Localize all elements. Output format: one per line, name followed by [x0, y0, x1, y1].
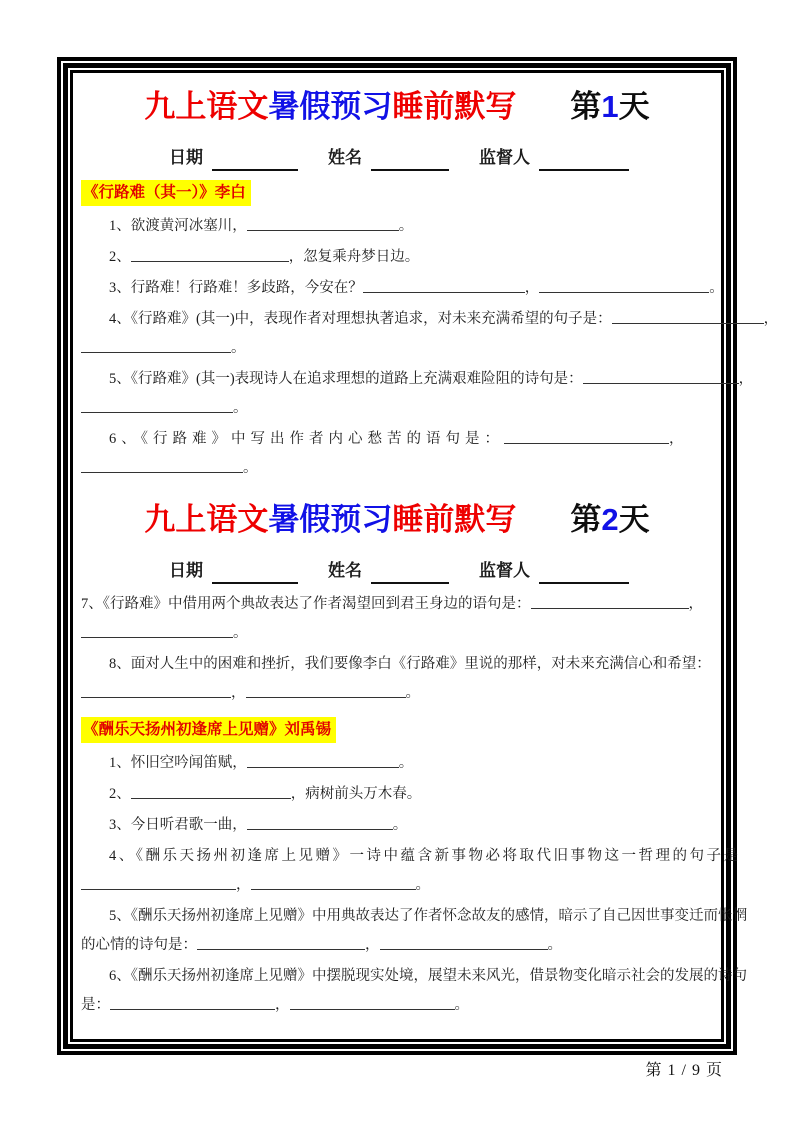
- question-text: 5、《酬乐天扬州初逢席上见赠》中用典故表达了作者怀念故友的感情，暗示了自己因世事变迁而怅惘: [109, 908, 747, 924]
- question-text: 5、《行路难》(其一)表现诗人在追求理想的道路上充满艰难险阻的诗句是：: [109, 371, 583, 387]
- answer-blank-line: [81, 338, 231, 353]
- meta-label: 监督人: [479, 148, 530, 167]
- meta-row: [81, 558, 713, 584]
- question: [81, 780, 713, 809]
- meta-field-姓名: [328, 145, 449, 171]
- question-text: ，: [763, 311, 779, 327]
- worksheet-title: [81, 86, 713, 128]
- answer-blank-line: [247, 753, 399, 768]
- question-line: [81, 991, 713, 1020]
- question: [81, 305, 779, 363]
- answer-blank-line: [290, 995, 455, 1010]
- answer-blank-line: [81, 683, 231, 698]
- question-line: [81, 212, 713, 241]
- question-text: 的心情的诗句是：: [81, 937, 197, 953]
- page-border-frame-inner: [70, 70, 779, 1042]
- question-text: 。: [709, 280, 724, 296]
- answer-blank-line: [131, 247, 289, 262]
- question-text: ，: [524, 280, 540, 296]
- worksheet-title: [81, 499, 713, 541]
- question-text: 1、欲渡黄河冰塞川，: [109, 218, 247, 234]
- poem-header-row: [81, 180, 713, 206]
- day-suffix: 天: [618, 89, 650, 124]
- day-number-label: [570, 499, 649, 541]
- question: [81, 425, 713, 483]
- meta-fill-in-line: [539, 562, 629, 584]
- meta-field-监督人: [479, 145, 629, 171]
- answer-blank-line: [110, 995, 275, 1010]
- meta-label: 日期: [169, 561, 203, 580]
- answer-blank-line: [197, 935, 365, 950]
- question-line: [81, 962, 747, 991]
- meta-label: 姓名: [328, 561, 362, 580]
- question-text: ，: [669, 431, 689, 447]
- poem-header-row: [81, 717, 713, 743]
- question-text: ，忽复乘舟梦日边。: [288, 249, 420, 265]
- question: [81, 212, 713, 241]
- question-text: 7、《行路难》中借用两个典故表达了作者渴望回到君王身边的语句是：: [81, 596, 531, 612]
- question-text: ，病树前头万木春。: [290, 786, 422, 802]
- page-border-frame: [57, 57, 779, 1055]
- answer-blank-line: [247, 815, 393, 830]
- question-line: [81, 590, 713, 619]
- answer-blank-line: [81, 623, 233, 638]
- question: [81, 962, 747, 1020]
- meta-label: 日期: [169, 148, 203, 167]
- question-line: [81, 334, 713, 363]
- title-segment: 九上语文: [144, 502, 269, 537]
- question-text: 。: [233, 625, 248, 641]
- meta-field-日期: [169, 558, 298, 584]
- answer-blank-line: [247, 216, 399, 231]
- title-segment: 暑假预习: [268, 89, 393, 124]
- meta-fill-in-line: [371, 149, 449, 171]
- question-line: [81, 305, 779, 334]
- answer-blank-line: [380, 935, 548, 950]
- day-number-label: [570, 86, 649, 128]
- question-text: 。: [231, 340, 246, 356]
- day-number: 1: [601, 89, 619, 124]
- question-line: [81, 619, 713, 648]
- meta-fill-in-line: [212, 562, 298, 584]
- answer-blank-line: [363, 278, 525, 293]
- question-text: 2、: [109, 786, 131, 802]
- question: [81, 842, 741, 900]
- question-line: [81, 902, 747, 931]
- question-text: 。: [398, 755, 414, 771]
- poem-title-highlight: 《酬乐天扬州初逢席上见赠》刘禹锡: [81, 717, 336, 743]
- question-text: 是：: [81, 997, 110, 1013]
- question-text: ，: [275, 997, 290, 1013]
- question-text: 。: [392, 817, 408, 833]
- meta-field-监督人: [479, 558, 629, 584]
- question-text: ，: [738, 371, 754, 387]
- question: [81, 749, 713, 778]
- day-prefix: 第: [570, 89, 602, 124]
- question-text: 。: [233, 400, 248, 416]
- worksheet-title-text: [144, 499, 516, 541]
- question-text: ，: [236, 877, 251, 893]
- poem-title-highlight: 《行路难（其一）》李白: [81, 180, 251, 206]
- day-prefix: 第: [570, 502, 602, 537]
- answer-blank-line: [81, 875, 236, 890]
- day-section-2: [81, 499, 747, 1020]
- title-segment: 九上语文: [144, 89, 269, 124]
- question-text: 8、面对人生中的困难和挫折，我们要像李白《行路难》里说的那样，对未来充满信心和希望：: [109, 656, 711, 672]
- question-line: [81, 454, 713, 483]
- question-line: [81, 365, 754, 394]
- question: [81, 243, 713, 272]
- page-number: 第 1 / 9 页: [645, 1062, 723, 1079]
- question: [81, 365, 754, 423]
- answer-blank-line: [583, 369, 739, 384]
- question-line: [81, 780, 713, 809]
- question-text: 1、怀旧空吟闻笛赋，: [109, 755, 247, 771]
- day-suffix: 天: [618, 502, 650, 537]
- question-line: [81, 811, 713, 840]
- title-segment: 睡前默写: [392, 502, 517, 537]
- question: [81, 902, 747, 960]
- answer-blank-line: [539, 278, 709, 293]
- answer-blank-line: [246, 683, 406, 698]
- answer-blank-line: [131, 784, 291, 799]
- question: [81, 274, 724, 303]
- question-line: [81, 871, 713, 900]
- answer-blank-line: [504, 429, 669, 444]
- question-line: [81, 931, 713, 960]
- question-text: 。: [547, 937, 562, 953]
- question-line: [81, 650, 713, 679]
- question-text: ，: [688, 596, 703, 612]
- answer-blank-line: [531, 594, 689, 609]
- question-text: 。: [415, 877, 430, 893]
- question-line: [81, 749, 713, 778]
- question-text: 3、行路难！行路难！多歧路，今安在？: [109, 280, 363, 296]
- meta-fill-in-line: [371, 562, 449, 584]
- worksheet-content: [81, 86, 779, 1020]
- question-text: 。: [243, 460, 258, 476]
- question-text: 4、《酬乐天扬州初逢席上见赠》一诗中蕴含新事物必将取代旧事物这一哲理的句子是: [109, 848, 741, 864]
- meta-fill-in-line: [212, 149, 298, 171]
- meta-field-姓名: [328, 558, 449, 584]
- question: [81, 590, 713, 648]
- meta-fill-in-line: [539, 149, 629, 171]
- meta-row: [81, 145, 713, 171]
- question-text: 。: [405, 685, 420, 701]
- page-border-frame-middle: [63, 63, 779, 1049]
- question-text: 。: [454, 997, 469, 1013]
- worksheet-title-text: [144, 86, 516, 128]
- question-line: [81, 243, 713, 272]
- day-number: 2: [601, 502, 619, 537]
- question-text: 6、《行路难》中写出作者内心愁苦的语句是：: [109, 431, 504, 447]
- question-line: [81, 679, 713, 708]
- answer-blank-line: [81, 458, 243, 473]
- meta-label: 监督人: [479, 561, 530, 580]
- answer-blank-line: [612, 309, 764, 324]
- question-text: 4、《行路难》(其一)中，表现作者对理想执著追求，对未来充满希望的句子是：: [109, 311, 612, 327]
- question: [81, 811, 713, 840]
- answer-blank-line: [251, 875, 416, 890]
- day-section-1: [81, 86, 779, 483]
- question-line: [81, 425, 713, 454]
- question-text: 6、《酬乐天扬州初逢席上见赠》中摆脱现实处境，展望未来风光，借景物变化暗示社会的发展的诗句: [109, 968, 747, 984]
- question-text: ，: [365, 937, 380, 953]
- question-text: ，: [231, 685, 246, 701]
- question-text: 。: [398, 218, 414, 234]
- question-text: 3、今日听君歌一曲，: [109, 817, 247, 833]
- question-text: 2、: [109, 249, 131, 265]
- question: [81, 650, 713, 708]
- title-segment: 暑假预习: [268, 502, 393, 537]
- title-segment: 睡前默写: [392, 89, 517, 124]
- meta-label: 姓名: [328, 148, 362, 167]
- question-line: [81, 842, 741, 871]
- answer-blank-line: [81, 398, 233, 413]
- question-line: [81, 394, 713, 423]
- meta-field-日期: [169, 145, 298, 171]
- question-line: [81, 274, 724, 303]
